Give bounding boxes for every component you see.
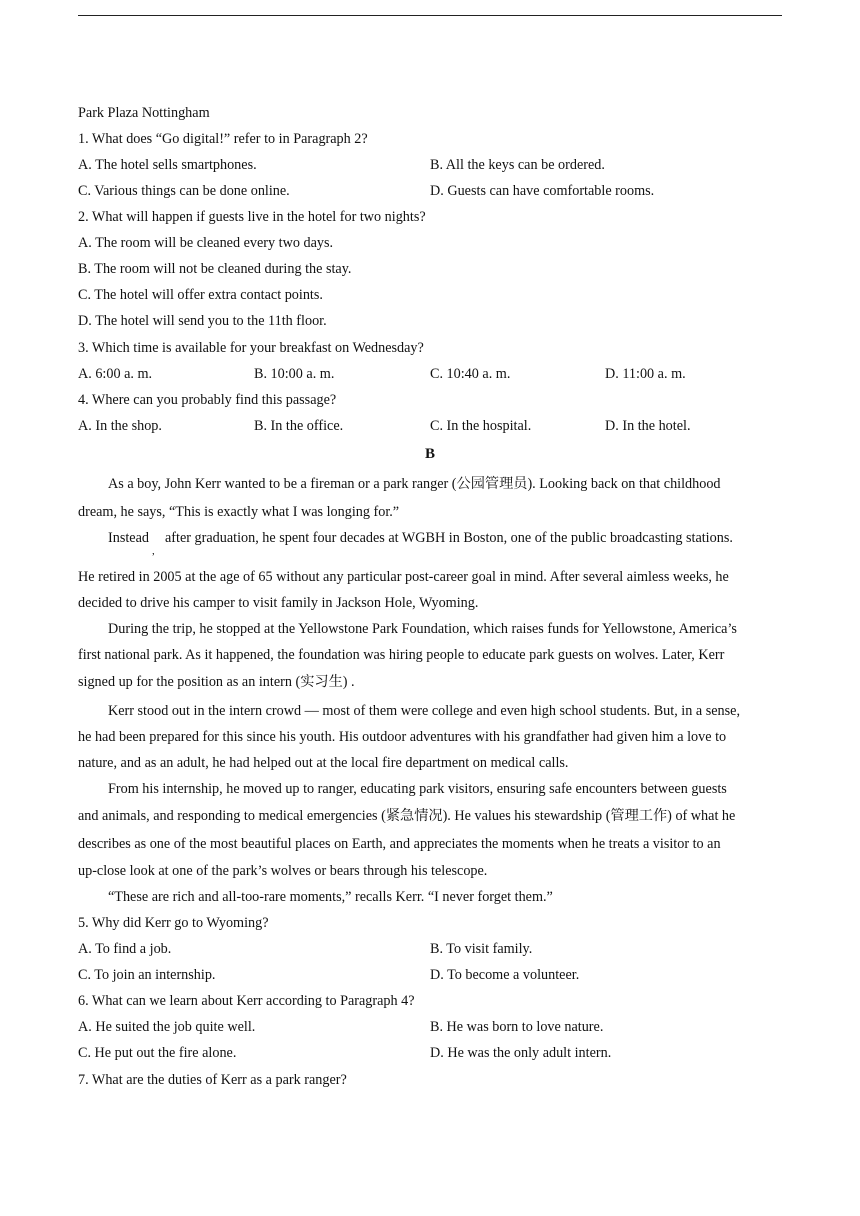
q2-option-b: B. The room will not be cleaned during the stay. xyxy=(78,261,352,277)
question-5: 5. Why did Kerr go to Wyoming? xyxy=(78,915,269,931)
q4-option-d: D. In the hotel. xyxy=(605,418,691,434)
question-1: 1. What does “Go digital!” refer to in Paragraph 2? xyxy=(78,131,368,147)
q2-option-c: C. The hotel will offer extra contact points. xyxy=(78,287,323,303)
q5-option-a: A. To find a job. xyxy=(78,941,172,957)
header-rule xyxy=(78,15,782,16)
question-4: 4. Where can you probably find this passage? xyxy=(78,392,337,408)
question-3: 3. Which time is available for your breakfast on Wednesday? xyxy=(78,340,424,356)
passage-line: nature, and as an adult, he had helped out at the local fire department on medical calls. xyxy=(78,755,569,771)
passage-line: after graduation, he spent four decades at WGBH in Boston, one of the public broadcasting stations. xyxy=(165,530,733,546)
passage-line: Kerr stood out in the intern crowd — most of them were college and even high school students. But, in a sense, xyxy=(108,703,740,719)
passage-line: During the trip, he stopped at the Yellowstone Park Foundation, which raises funds for Yellowstone, America’s xyxy=(108,621,737,637)
passage-line: and animals, and responding to medical emergencies (紧急情况). He values his stewardship (管理工作) of what he xyxy=(78,808,736,824)
q2-option-d: D. The hotel will send you to the 11th floor. xyxy=(78,313,327,329)
q5-option-c: C. To join an internship. xyxy=(78,967,216,983)
q5-option-d: D. To become a volunteer. xyxy=(430,967,580,983)
q3-option-c: C. 10:40 a. m. xyxy=(430,366,511,382)
q3-option-b: B. 10:00 a. m. xyxy=(254,366,335,382)
q6-option-b: B. He was born to love nature. xyxy=(430,1019,604,1035)
passage-line: “These are rich and all-too-rare moments,” recalls Kerr. “I never forget them.” xyxy=(108,889,553,905)
q4-option-b: B. In the office. xyxy=(254,418,344,434)
q6-option-d: D. He was the only adult intern. xyxy=(430,1045,612,1061)
question-6: 6. What can we learn about Kerr according to Paragraph 4? xyxy=(78,993,415,1009)
passage-line: He retired in 2005 at the age of 65 without any particular post-career goal in mind. After several aimless weeks, he xyxy=(78,569,729,585)
passage-line: first national park. As it happened, the foundation was hiring people to educate park guests on wolves. Later, Kerr xyxy=(78,647,725,663)
q4-option-c: C. In the hospital. xyxy=(430,418,532,434)
passage-line: dream, he says, “This is exactly what I was longing for.” xyxy=(78,504,400,520)
question-7: 7. What are the duties of Kerr as a park ranger? xyxy=(78,1072,347,1088)
q1-option-d: D. Guests can have comfortable rooms. xyxy=(430,183,655,199)
passage-line: describes as one of the most beautiful places on Earth, and appreciates the moments when he treats a visitor to an xyxy=(78,836,721,852)
passage-line: As a boy, John Kerr wanted to be a fireman or a park ranger (公园管理员). Looking back on that childhood xyxy=(108,476,721,492)
q4-option-a: A. In the shop. xyxy=(78,418,162,434)
passage-line: he had been prepared for this since his youth. His outdoor adventures with his grandfather had given him a love to xyxy=(78,729,727,745)
q1-option-b: B. All the keys can be ordered. xyxy=(430,157,605,173)
q1-option-a: A. The hotel sells smartphones. xyxy=(78,157,257,173)
question-2: 2. What will happen if guests live in the hotel for two nights? xyxy=(78,209,426,225)
q6-option-a: A. He suited the job quite well. xyxy=(78,1019,256,1035)
q3-option-a: A. 6:00 a. m. xyxy=(78,366,153,382)
q3-option-d: D. 11:00 a. m. xyxy=(605,366,686,382)
passage-comma: , xyxy=(152,545,155,557)
passage-line: signed up for the position as an intern (实习生) . xyxy=(78,674,355,690)
q5-option-b: B. To visit family. xyxy=(430,941,533,957)
passage-line: up-close look at one of the park’s wolves or bears through his telescope. xyxy=(78,863,488,879)
passage-line: decided to drive his camper to visit family in Jackson Hole, Wyoming. xyxy=(78,595,479,611)
passage-line: From his internship, he moved up to ranger, educating park visitors, ensuring safe encounters between guests xyxy=(108,781,727,797)
passage-line: Instead xyxy=(108,530,149,546)
q6-option-c: C. He put out the fire alone. xyxy=(78,1045,237,1061)
hotel-name: Park Plaza Nottingham xyxy=(78,105,210,121)
q2-option-a: A. The room will be cleaned every two days. xyxy=(78,235,334,251)
q1-option-c: C. Various things can be done online. xyxy=(78,183,290,199)
section-heading-b: B xyxy=(424,446,435,462)
